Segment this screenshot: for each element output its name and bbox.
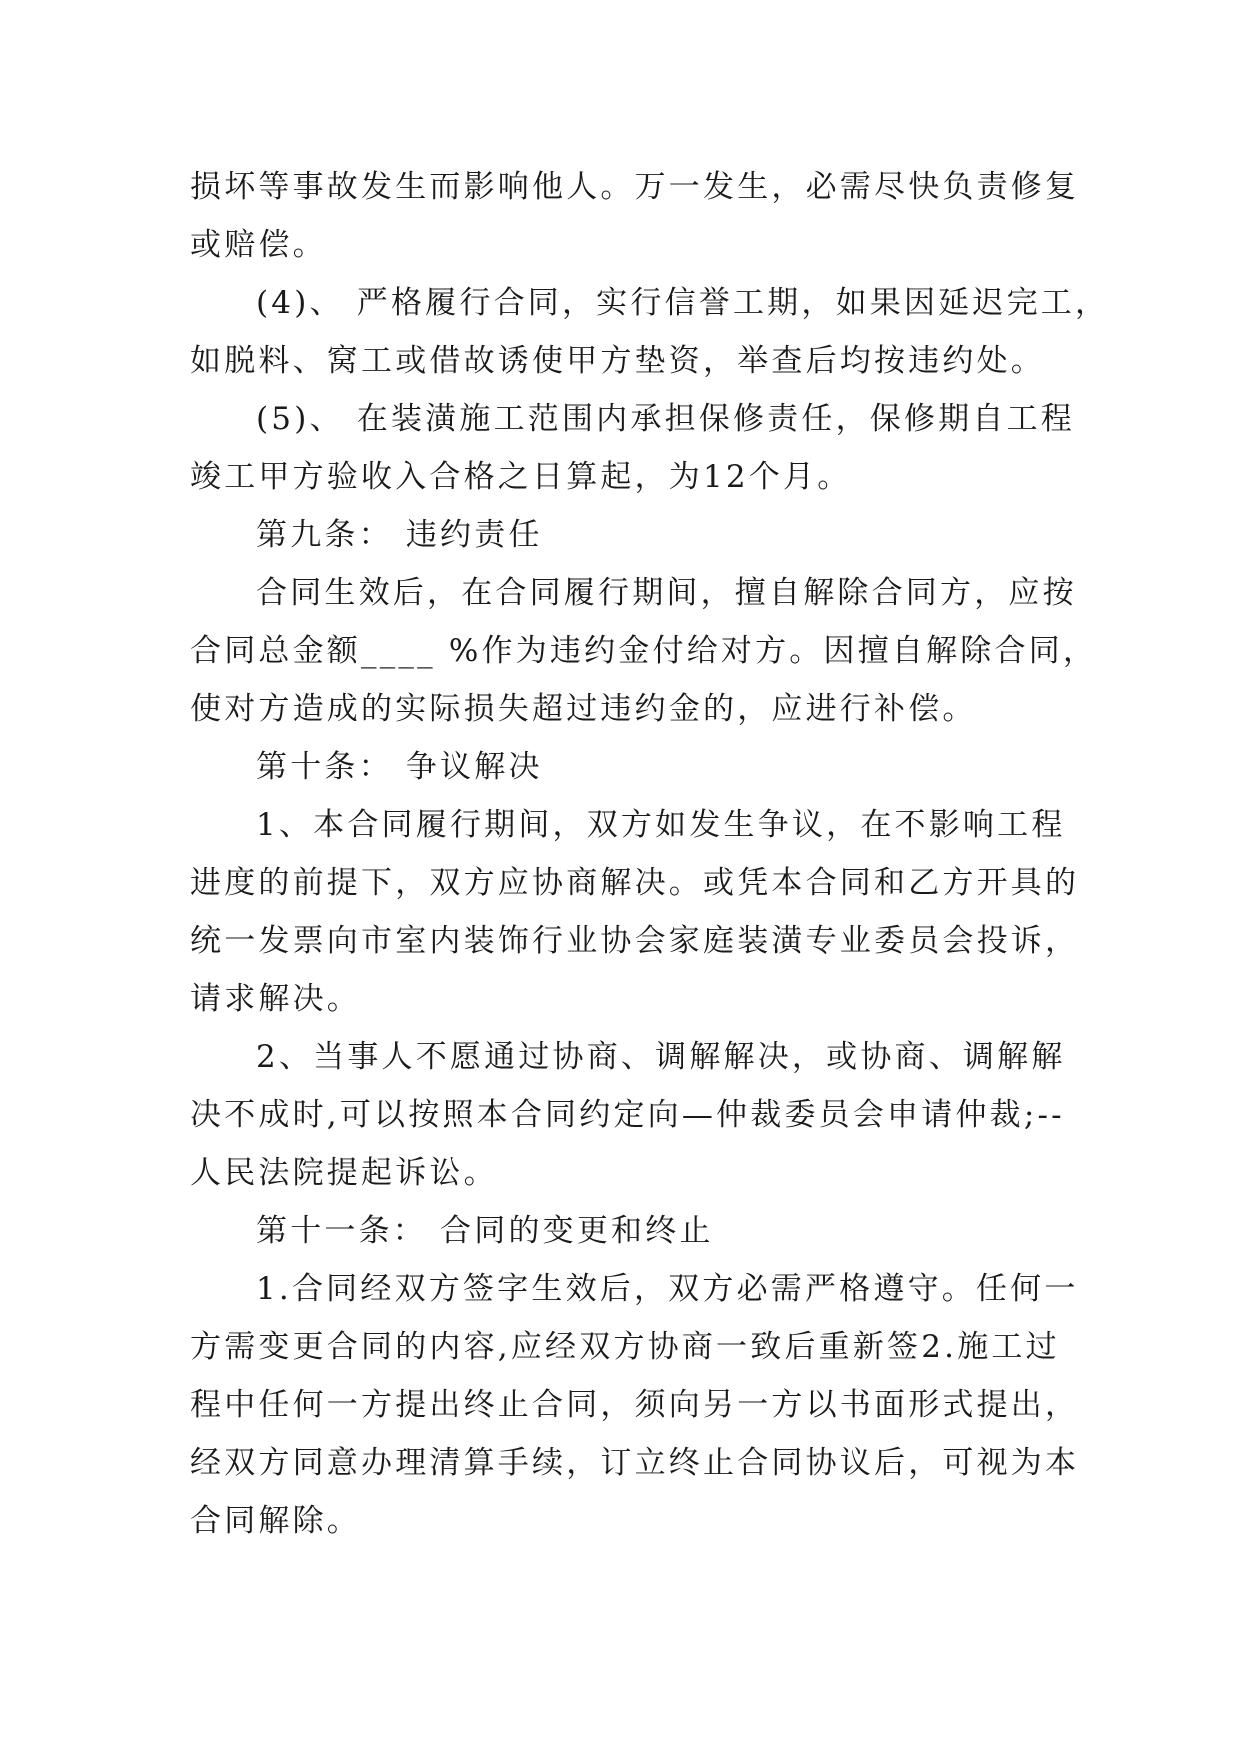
text-line: 人民法院提起诉讼。 — [190, 1155, 498, 1191]
text-line: 合同生效后，在合同履行期间，擅自解除合同方，应按 — [256, 575, 1077, 611]
text-line: 损坏等事故发生而影响他人。万一发生，必需尽快负责修复 — [190, 169, 1080, 205]
text-line: 1.合同经双方签字生效后，双方必需严格遵守。任何一 — [256, 1271, 1079, 1307]
section-heading: 第十一条： 合同的变更和终止 — [256, 1213, 714, 1249]
text-line: 或赔偿。 — [190, 227, 327, 263]
text-line: 使对方造成的实际损失超过违约金的，应进行补偿。 — [190, 691, 977, 727]
document-body — [190, 158, 1110, 1550]
text-line: 竣工甲方验收入合格之日算起，为12个月。 — [190, 459, 852, 495]
section-heading: 第九条： 违约责任 — [256, 517, 543, 553]
text-line: 合同总金额____ %作为违约金付给对方。因擅自解除合同， — [190, 633, 1098, 669]
text-line: 方需变更合同的内容,应经双方协商一致后重新签2.施工过 — [190, 1329, 1060, 1365]
text-line: 程中任何一方提出终止合同，须向另一方以书面形式提出， — [190, 1387, 1080, 1423]
section-heading: 第十条： 争议解决 — [256, 749, 543, 785]
text-line: 经双方同意办理清算手续，订立终止合同协议后，可视为本 — [190, 1445, 1080, 1481]
text-line: 合同解除。 — [190, 1503, 361, 1539]
text-line: 2、当事人不愿通过协商、调解解决，或协商、调解解 — [256, 1039, 1066, 1075]
text-line: 决不成时,可以按照本合同约定向—仲裁委员会申请仲裁;-- — [190, 1097, 1065, 1133]
text-line: (4)、 严格履行合同，实行信誉工期，如果因延迟完工， — [256, 285, 1110, 321]
text-line: (5)、 在装潢施工范围内承担保修责任，保修期自工程 — [256, 401, 1075, 437]
text-line: 统一发票向市室内装饰行业协会家庭装潢专业委员会投诉， — [190, 923, 1080, 959]
text-line: 如脱料、窝工或借故诱使甲方垫资，举查后均按违约处。 — [190, 343, 1045, 379]
text-line: 请求解决。 — [190, 981, 361, 1017]
text-line: 进度的前提下，双方应协商解决。或凭本合同和乙方开具的 — [190, 865, 1080, 901]
text-line: 1、本合同履行期间，双方如发生争议，在不影响工程 — [256, 807, 1066, 843]
